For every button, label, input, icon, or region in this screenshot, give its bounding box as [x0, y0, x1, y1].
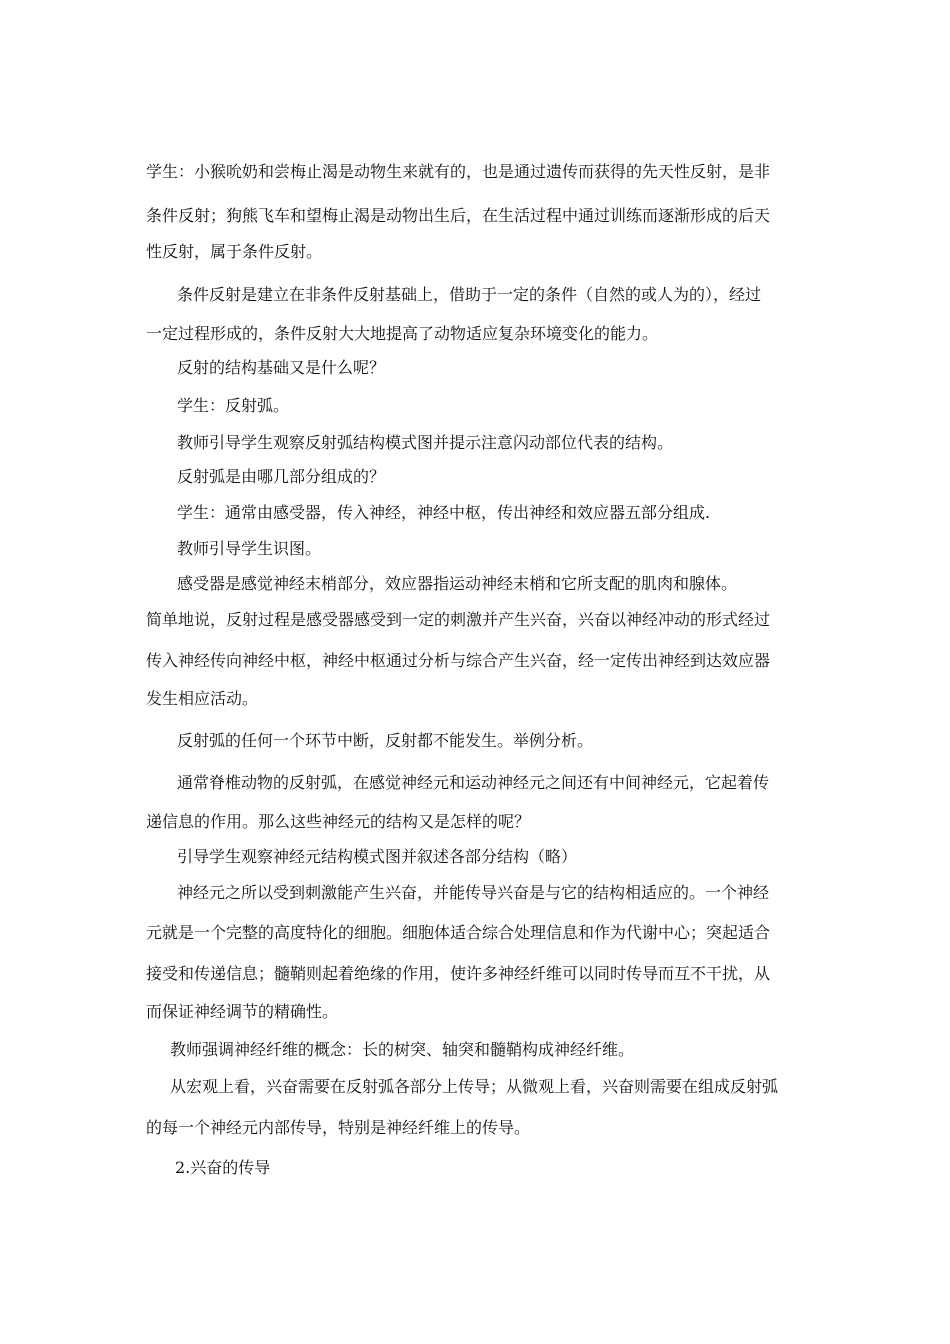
text-line: 接受和传递信息；髓鞘则起着绝缘的作用，使许多神经纤维可以同时传导而互不干扰，从 — [146, 964, 771, 983]
text-line: 一定过程形成的，条件反射大大地提高了动物适应复杂环境变化的能力。 — [146, 324, 659, 343]
text-line: 条件反射；狗熊飞车和望梅止渴是动物出生后，在生活过程中通过训练而逐渐形成的后天 — [146, 206, 771, 225]
text-line: 通常脊椎动物的反射弧，在感觉神经元和运动神经元之间还有中间神经元，它起着传 — [177, 773, 770, 792]
text-line: 而保证神经调节的精确性。 — [146, 1002, 339, 1021]
text-line: 简单地说，反射过程是感受器感受到一定的刺激并产生兴奋，兴奋以神经冲动的形式经过 — [146, 610, 771, 629]
section-heading: 2.兴奋的传导 — [175, 1158, 271, 1177]
text-line: 的每一个神经元内部传导，特别是神经纤维上的传导。 — [146, 1118, 531, 1137]
text-line: 条件反射是建立在非条件反射基础上，借助于一定的条件（自然的或人为的），经过 — [177, 285, 762, 304]
text-line: 反射弧是由哪几部分组成的？ — [177, 467, 386, 486]
text-line: 性反射，属于条件反射。 — [146, 242, 323, 261]
text-line: 神经元之所以受到刺激能产生兴奋，并能传导兴奋是与它的结构相适应的。一个神经 — [177, 883, 770, 902]
text-line: 递信息的作用。那么这些神经元的结构又是怎样的呢？ — [146, 812, 531, 831]
text-line: 学生：反射弧。 — [177, 396, 290, 415]
text-line: 从宏观上看，兴奋需要在反射弧各部分上传导；从微观上看，兴奋则需要在组成反射弧 — [170, 1077, 779, 1096]
text-line: 发生相应活动。 — [146, 689, 259, 708]
text-line: 感受器是感觉神经末梢部分，效应器指运动神经末梢和它所支配的肌肉和腺体。 — [177, 574, 738, 593]
text-line: 元就是一个完整的高度特化的细胞。细胞体适合综合处理信息和作为代谢中心；突起适合 — [146, 923, 771, 942]
text-line: 反射弧的任何一个环节中断，反射都不能发生。举例分析。 — [177, 731, 594, 750]
text-line: 教师引导学生识图。 — [177, 539, 322, 558]
text-line: 引导学生观察神经元结构模式图并叙述各部分结构（略） — [177, 847, 578, 866]
text-line: 学生：通常由感受器，传入神经，神经中枢，传出神经和效应器五部分组成. — [177, 503, 711, 522]
text-line: 教师强调神经纤维的概念：长的树突、轴突和髓鞘构成神经纤维。 — [170, 1040, 635, 1059]
text-line: 传入神经传向神经中枢，神经中枢通过分析与综合产生兴奋，经一定传出神经到达效应器 — [146, 651, 771, 670]
text-line: 学生：小猴吮奶和尝梅止渴是动物生来就有的，也是通过遗传而获得的先天性反射，是非 — [146, 162, 771, 181]
text-line: 反射的结构基础又是什么呢？ — [177, 358, 386, 377]
text-line: 教师引导学生观察反射弧结构模式图并提示注意闪动部位代表的结构。 — [177, 433, 674, 452]
